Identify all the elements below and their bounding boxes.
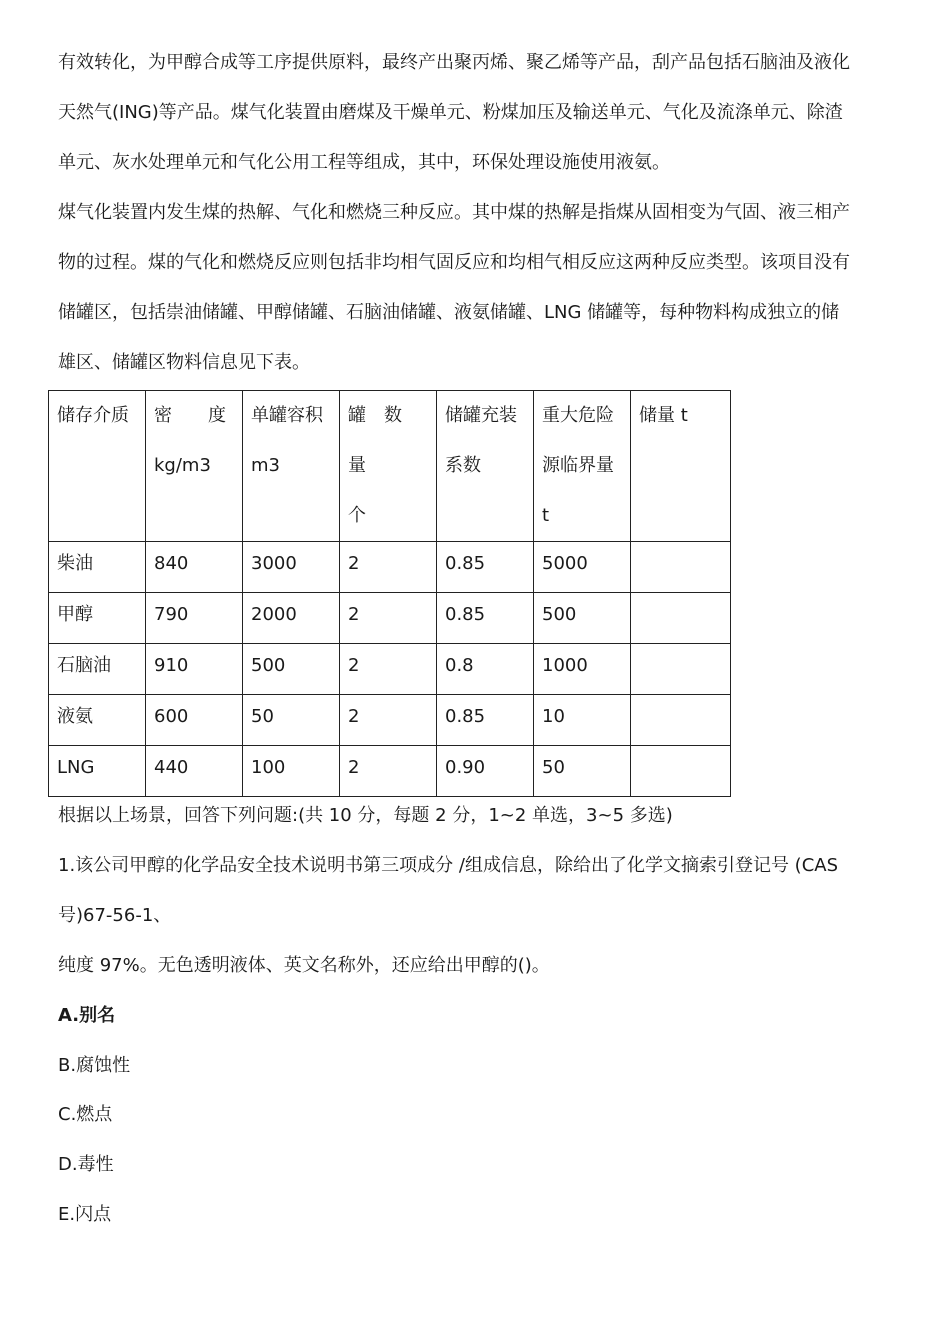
table-cell [631, 593, 731, 644]
table-cell: 790 [146, 593, 243, 644]
paragraph-2-line-1: 煤气化装置内发生煤的热解、气化和燃烧三种反应。其中煤的热解是指煤从固相变为气固、液三相产 [58, 202, 850, 223]
table-cell: 10 [534, 695, 631, 746]
table-cell: 0.90 [437, 746, 534, 797]
option-a: A.别名 [58, 1005, 116, 1026]
table-cell: 柴油 [49, 542, 146, 593]
table-cell: 2 [340, 695, 437, 746]
paragraph-1-line-1: 有效转化，为甲醇合成等工序提供原料，最终产出聚丙烯、聚乙烯等产品，刮产品包括石脑油及液化 [58, 52, 850, 73]
table-cell: 440 [146, 746, 243, 797]
table-cell: 液氨 [49, 695, 146, 746]
table-header-row [49, 391, 731, 542]
table-header-cell: 单罐容积 m3 [243, 391, 340, 542]
table-header-cell: 储罐充装 系数 [437, 391, 534, 542]
table-row [49, 593, 731, 644]
table-cell: 2 [340, 746, 437, 797]
question-1-line-2: 号)67-56-1、 [58, 905, 172, 926]
table-cell: 0.8 [437, 644, 534, 695]
storage-table [48, 390, 731, 797]
table-cell [631, 644, 731, 695]
table-row [49, 695, 731, 746]
option-e: E.闪点 [58, 1204, 112, 1225]
table-cell: 840 [146, 542, 243, 593]
table-cell: 2000 [243, 593, 340, 644]
table-cell [631, 542, 731, 593]
table-cell: 石脑油 [49, 644, 146, 695]
paragraph-1-line-3: 单元、灰水处理单元和气化公用工程等组成，其中，环保处理设施使用液氨。 [58, 152, 670, 173]
table-row [49, 644, 731, 695]
table-cell: 0.85 [437, 695, 534, 746]
table-cell: 600 [146, 695, 243, 746]
table-row [49, 542, 731, 593]
paragraph-1-line-2: 天然气(ING)等产品。煤气化装置由磨煤及干燥单元、粉煤加压及输送单元、气化及流涤单元、除渣 [58, 102, 843, 123]
option-d: D.毒性 [58, 1154, 114, 1175]
paragraph-2-line-3: 储罐区，包括崇油储罐、甲醇储罐、石脑油储罐、液氨储罐、LNG 储罐等，每种物料构成独立的储 [58, 302, 840, 323]
table-cell: 0.85 [437, 542, 534, 593]
paragraph-2-line-4: 雄区、储罐区物料信息见下表。 [58, 352, 310, 373]
question-1-line-1: 1.该公司甲醇的化学品安全技术说明书第三项成分 /组成信息，除给出了化学文摘索引登记号 (CAS [58, 855, 839, 876]
table-header-cell: 储存介质 [49, 391, 146, 542]
table-cell: 100 [243, 746, 340, 797]
table-header-cell: 密 度 kg/m3 [146, 391, 243, 542]
question-intro: 根据以上场景，回答下列问题:(共 10 分，每题 2 分，1~2 单选，3~5 多选) [58, 805, 673, 826]
paragraph-2-line-2: 物的过程。煤的气化和燃烧反应则包括非均相气固反应和均相气相反应这两种反应类型。该项目没有 [58, 252, 850, 273]
table-cell: 1000 [534, 644, 631, 695]
table-cell [631, 695, 731, 746]
table-cell: 50 [243, 695, 340, 746]
table-header-cell: 罐 数 量 个 [340, 391, 437, 542]
table-header-cell: 重大危险 源临界量 t [534, 391, 631, 542]
table-cell: 500 [243, 644, 340, 695]
table-cell [631, 746, 731, 797]
table-cell: 2 [340, 644, 437, 695]
table-cell: 5000 [534, 542, 631, 593]
table-header-cell: 储量 t [631, 391, 731, 542]
table-cell: 2 [340, 593, 437, 644]
table-cell: 50 [534, 746, 631, 797]
table-cell: 3000 [243, 542, 340, 593]
table-cell: 甲醇 [49, 593, 146, 644]
question-1-line-3: 纯度 97%。无色透明液体、英文名称外，还应给出甲醇的()。 [58, 955, 550, 976]
option-c: C.燃点 [58, 1104, 113, 1125]
option-b: B.腐蚀性 [58, 1055, 131, 1076]
table-row [49, 746, 731, 797]
table-cell: LNG [49, 746, 146, 797]
table-cell: 0.85 [437, 593, 534, 644]
table-cell: 2 [340, 542, 437, 593]
table-cell: 500 [534, 593, 631, 644]
table-cell: 910 [146, 644, 243, 695]
